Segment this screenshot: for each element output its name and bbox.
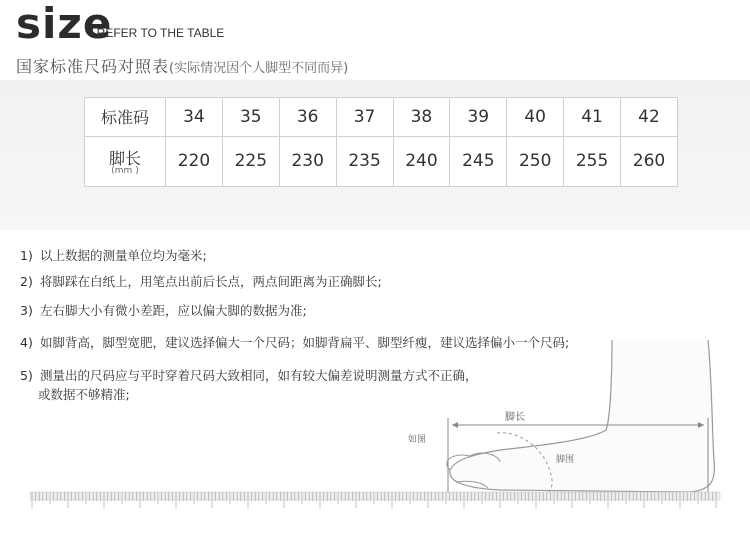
note-number: 2) <box>20 274 33 289</box>
note-item <box>20 301 307 319</box>
note-text: 将脚踩在白纸上，用笔点出前后长点，两点间距离为正确脚长; <box>40 274 382 289</box>
size-cell: 37 <box>336 98 393 137</box>
length-cell: 240 <box>393 136 450 186</box>
foot-outline <box>450 340 715 492</box>
size-cell: 41 <box>564 98 621 137</box>
size-cell: 36 <box>279 98 336 137</box>
size-cell: 40 <box>507 98 564 137</box>
size-cell: 38 <box>393 98 450 137</box>
length-label: 脚长 <box>505 412 525 423</box>
length-cell: 245 <box>450 136 507 186</box>
length-cell: 235 <box>336 136 393 186</box>
unit-label: (mm ) <box>111 166 139 177</box>
girth-label: 脚围 <box>556 455 575 465</box>
size-cell: 39 <box>450 98 507 137</box>
chinese-title <box>16 54 348 77</box>
chinese-title-main: 国家标准尺码对照表 <box>16 57 170 76</box>
figure-label: 如图 <box>408 435 427 445</box>
table-row-length <box>85 136 678 186</box>
foot-measure-diagram <box>0 320 750 545</box>
chinese-title-note: (实际情况因个人脚型不同而异) <box>169 61 349 76</box>
length-cell: 220 <box>166 136 223 186</box>
row-label-length <box>85 136 166 186</box>
length-cell: 255 <box>564 136 621 186</box>
note-number: 4) <box>20 335 33 350</box>
length-cell: 225 <box>222 136 279 186</box>
length-cell: 230 <box>279 136 336 186</box>
row-label-length-text: 脚长 <box>108 149 141 169</box>
row-label-standard: 标准码 <box>85 98 166 137</box>
size-title: size <box>16 0 113 48</box>
note-text: 如脚背高，脚型宽肥，建议选择偏大一个尺码；如脚背扁平、脚型纤瘦，建议选择偏小一个尺码; <box>40 335 570 350</box>
note-continuation: 或数据不够精准; <box>38 387 130 402</box>
note-number: 1) <box>20 248 33 263</box>
ruler <box>30 492 720 500</box>
note-item <box>20 246 207 264</box>
note-number: 5) <box>20 368 33 383</box>
note-item <box>20 272 382 290</box>
note-text: 左右脚大小有微小差距，应以偏大脚的数据为准; <box>40 303 307 318</box>
size-cell: 42 <box>621 98 678 137</box>
refer-subtitle: / REFER TO THE TABLE <box>90 26 225 40</box>
length-cell: 250 <box>507 136 564 186</box>
note-text: 以上数据的测量单位均为毫米; <box>40 248 207 263</box>
size-cell: 34 <box>166 98 223 137</box>
note-number: 3) <box>20 303 33 318</box>
size-chart-table <box>84 97 678 187</box>
table-row-standard <box>85 98 678 137</box>
size-cell: 35 <box>222 98 279 137</box>
note-text: 测量出的尺码应与平时穿着尺码大致相同，如有较大偏差说明测量方式不正确， <box>40 368 478 383</box>
length-cell: 260 <box>621 136 678 186</box>
